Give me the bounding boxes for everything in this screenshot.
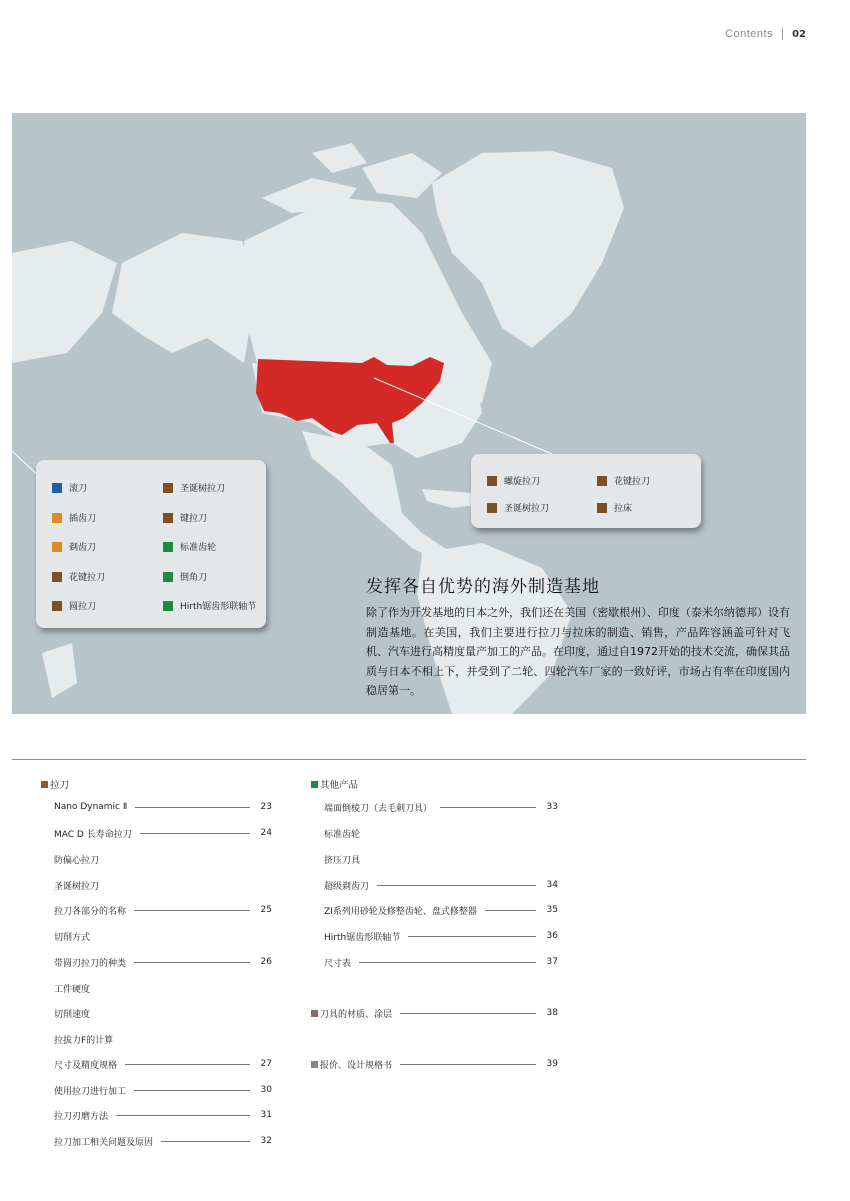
legend-item	[52, 599, 96, 612]
legend-item	[487, 501, 549, 514]
color-swatch	[487, 503, 497, 513]
toc-page: 37	[546, 957, 558, 967]
toc-entry[interactable]	[54, 1057, 272, 1071]
toc-label: 标准齿轮	[324, 829, 361, 840]
toc-page: 23	[260, 802, 272, 812]
toc-entry[interactable]	[54, 903, 272, 917]
legend-label: 插齿刀	[69, 514, 97, 524]
legend-item	[163, 599, 256, 612]
color-swatch	[597, 476, 607, 486]
toc-label: Nano Dynamic Ⅱ	[54, 802, 128, 812]
toc-entry[interactable]	[54, 1032, 272, 1046]
section-color-marker	[41, 781, 48, 788]
toc-page: 24	[260, 828, 272, 838]
toc-page: 27	[260, 1059, 272, 1069]
leader-line	[140, 833, 250, 834]
page-header	[725, 28, 806, 40]
color-swatch	[597, 503, 607, 513]
toc-label: 使用拉刀进行加工	[54, 1086, 127, 1097]
section-title: 其他产品	[320, 780, 359, 791]
toc-section-header[interactable]	[311, 777, 358, 791]
toc-page: 35	[546, 905, 558, 915]
leader-line	[116, 1115, 250, 1116]
legend-item	[597, 474, 650, 487]
toc-page: 26	[260, 957, 272, 967]
color-swatch	[487, 476, 497, 486]
leader-line	[135, 807, 250, 808]
toc-section-entry[interactable]	[311, 1057, 558, 1071]
section-divider	[12, 759, 806, 760]
toc-entry[interactable]	[54, 929, 272, 943]
toc-label: 报价、设计规格书	[320, 1060, 393, 1071]
section-title: 拉刀	[50, 780, 70, 791]
toc-entry[interactable]	[54, 1108, 272, 1122]
page-number: 02	[792, 28, 806, 40]
toc-label: 防偏心拉刀	[54, 855, 100, 866]
toc-label: 刀具的材质、涂层	[320, 1009, 393, 1020]
toc-entry[interactable]	[54, 826, 272, 840]
header-title: Contents	[725, 28, 774, 40]
leader-line	[125, 1064, 250, 1065]
toc-entry[interactable]	[324, 929, 558, 943]
section-color-marker	[311, 1061, 318, 1068]
legend-label: 花键拉刀	[614, 477, 651, 487]
legend-label: 圣诞树拉刀	[180, 484, 226, 494]
toc-page: 36	[546, 931, 558, 941]
toc-page: 34	[546, 880, 558, 890]
toc-entry[interactable]	[54, 981, 272, 995]
toc-entry[interactable]	[54, 955, 272, 969]
legend-label: Hirth锯齿形联轴节	[180, 602, 257, 612]
leader-line	[377, 885, 536, 886]
toc-label: 拉拔力F的计算	[54, 1035, 114, 1046]
leader-line	[440, 807, 536, 808]
toc-label: Hirth锯齿形联轴节	[324, 932, 401, 943]
toc-section-entry[interactable]	[311, 1006, 558, 1020]
toc-label: 超级剃齿刀	[324, 881, 370, 892]
color-swatch	[52, 483, 62, 493]
info-body: 除了作为开发基地的日本之外，我们还在美国（密歇根州）、印度（泰米尔纳德邦）设有制造基地。在美国，我们主要进行拉刀与拉床的制造、销售，产品阵容涵盖可针对飞机、汽车进行高精度量产加工的产品。在印度，通过自1972开始的技术交流，确保其品质与日本不相上下，并受到了二轮、四轮汽车厂家的一致好评，市场占有率在印度国内稳居第一。	[366, 606, 790, 697]
leader-line	[400, 1064, 536, 1065]
toc-page: 25	[260, 905, 272, 915]
leader-line	[485, 910, 536, 911]
legend-label: 拉床	[614, 504, 633, 514]
legend-item	[163, 481, 225, 494]
legend-label: 圣诞树拉刀	[504, 504, 550, 514]
legend-label: 圆拉刀	[69, 602, 97, 612]
legend-right	[471, 454, 701, 528]
toc-page: 39	[546, 1059, 558, 1069]
legend-label: 键拉刀	[180, 514, 208, 524]
legend-item	[52, 570, 105, 583]
legend-label: 剃齿刀	[69, 543, 97, 553]
leader-line	[134, 910, 250, 911]
toc-entry[interactable]	[324, 903, 558, 917]
toc-entry[interactable]	[54, 1083, 272, 1097]
color-swatch	[163, 513, 173, 523]
legend-item	[163, 540, 216, 553]
legend-label: 标准齿轮	[180, 543, 217, 553]
toc-entry[interactable]	[54, 878, 272, 892]
toc-page: 30	[260, 1085, 272, 1095]
legend-label: 花键拉刀	[69, 573, 106, 583]
color-swatch	[163, 572, 173, 582]
legend-item	[52, 511, 96, 524]
leader-line	[400, 1013, 536, 1014]
color-swatch	[163, 542, 173, 552]
toc-entry[interactable]	[54, 1134, 272, 1148]
leader-line	[134, 1090, 250, 1091]
legend-item	[163, 570, 207, 583]
info-title: 发挥各自优势的海外制造基地	[366, 577, 600, 597]
leader-line	[408, 936, 536, 937]
toc-label: ZI系列用砂轮及修整齿轮、盘式修整器	[324, 906, 477, 917]
leader-line	[161, 1141, 250, 1142]
toc-page: 31	[260, 1110, 272, 1120]
toc-label: 工件硬度	[54, 984, 91, 995]
info-block	[366, 572, 790, 701]
color-swatch	[163, 601, 173, 611]
toc-label: 带圆刃拉刀的种类	[54, 958, 127, 969]
color-swatch	[52, 513, 62, 523]
legend-left	[36, 460, 266, 628]
toc-entry[interactable]	[324, 955, 558, 969]
leader-line	[359, 962, 536, 963]
legend-label: 滚刀	[69, 484, 88, 494]
toc-label: 尺寸及精度规格	[54, 1060, 118, 1071]
toc-label: 切削方式	[54, 932, 91, 943]
toc-page: 38	[546, 1008, 558, 1018]
legend-item	[487, 474, 540, 487]
color-swatch	[52, 601, 62, 611]
toc-entry[interactable]	[324, 800, 558, 814]
section-color-marker	[311, 1010, 318, 1017]
toc-label: 拉刀各部分的名称	[54, 906, 127, 917]
leader-line	[134, 962, 250, 963]
legend-label: 倒角刀	[180, 573, 208, 583]
legend-item	[597, 501, 632, 514]
toc-label: MAC D 长寿命拉刀	[54, 829, 132, 840]
toc-entry[interactable]	[324, 826, 558, 840]
toc-section-header[interactable]	[41, 777, 69, 791]
header-divider	[782, 28, 783, 40]
toc-label: 拉刀刃磨方法	[54, 1111, 109, 1122]
toc-label: 拉刀加工相关问题及原因	[54, 1137, 154, 1148]
toc-label: 尺寸表	[324, 958, 352, 969]
toc-label: 圣诞树拉刀	[54, 881, 100, 892]
legend-item	[52, 481, 87, 494]
section-color-marker	[311, 781, 318, 788]
legend-item	[163, 511, 207, 524]
toc-label: 切削速度	[54, 1009, 91, 1020]
color-swatch	[52, 542, 62, 552]
color-swatch	[163, 483, 173, 493]
legend-item	[52, 540, 96, 553]
toc-entry[interactable]	[324, 878, 558, 892]
color-swatch	[52, 572, 62, 582]
toc-label: 端面倒棱刀（去毛刺刀具）	[324, 803, 433, 814]
toc-entry[interactable]	[54, 800, 272, 814]
toc-label: 挤压刀具	[324, 855, 361, 866]
toc-entry[interactable]	[54, 852, 272, 866]
toc-entry[interactable]	[54, 1006, 272, 1020]
legend-label: 螺旋拉刀	[504, 477, 541, 487]
toc-page: 32	[260, 1136, 272, 1146]
toc-page: 33	[546, 802, 558, 812]
toc-entry[interactable]	[324, 852, 558, 866]
